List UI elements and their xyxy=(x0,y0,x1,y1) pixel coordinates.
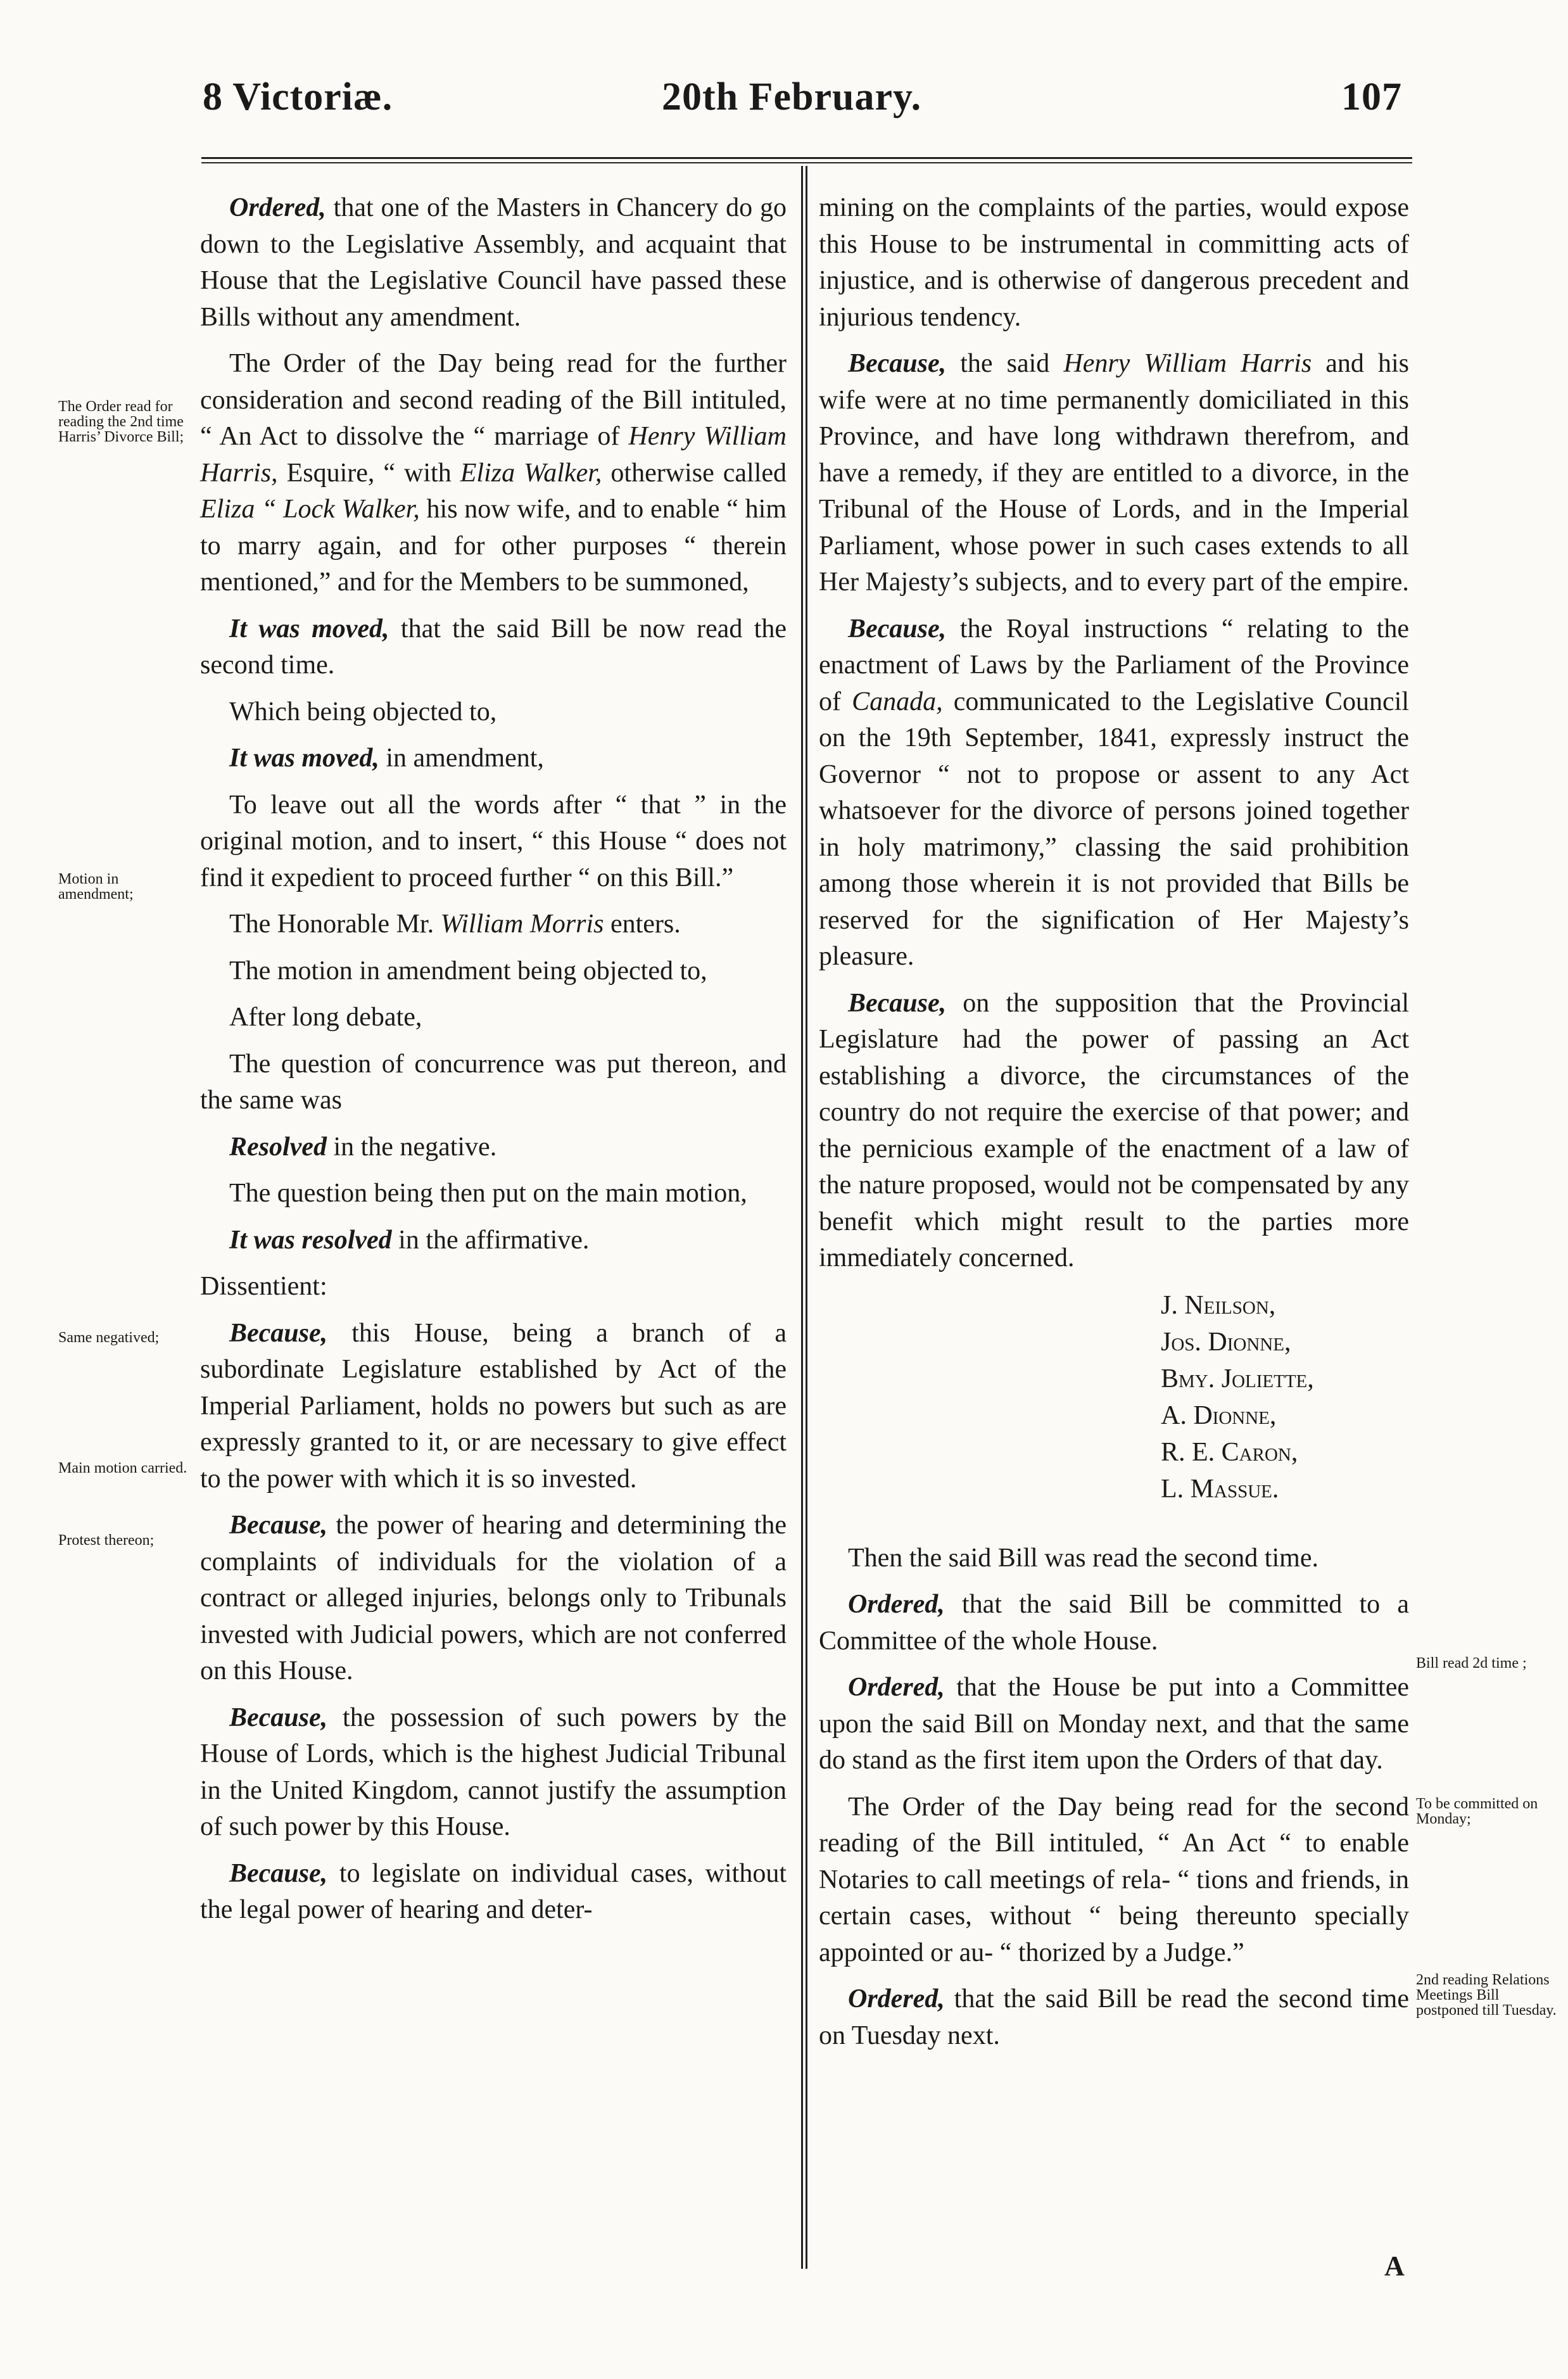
para-resolved-affirmative: It was resolved in the affirmative. xyxy=(229,1225,590,1255)
margin-note-to-be-committed: To be committed on Monday; xyxy=(1416,1796,1538,1827)
signatory: R. E. Caron, xyxy=(1161,1437,1298,1467)
margin-note-bill-read-2d: Bill read 2d time ; xyxy=(1416,1655,1527,1672)
para-because-6: Because, the Royal instructions “ relating to the enactment of Laws by the Parliament of the Province of Canada, communicated to the Legislative Council on the 19th September, 1841, expressly instruct the Governor “ not to propose or assent to any Act whatsoever for the divorce of persons joined together in holy matrimony,” classing the said prohibition among those wherein it is not provided that Bills be reserved for the signification of Her Majesty’s pleasure. xyxy=(819,614,1409,971)
margin-note-2nd-reading-postponed: 2nd reading Relations Meetings Bill postponed till Tuesday. xyxy=(1416,1972,1557,2019)
para-ordered-masters: Ordered, that one of the Masters in Chancery do go down to the Legislative Assembly, and acquaint that House that the Legislative Council have passed these Bills without any amendment. xyxy=(200,193,787,332)
column-divider-1 xyxy=(801,166,803,2269)
para-ordered-tuesday: Ordered, that the said Bill be read the second time on Tuesday next. xyxy=(819,1984,1409,2050)
header-rule-top xyxy=(201,157,1412,159)
column-divider-2 xyxy=(806,166,807,2269)
margin-note-order-read: The Order read for reading the 2nd time Harris’ Divorce Bill; xyxy=(58,398,184,445)
page-number: 107 xyxy=(1341,75,1402,118)
right-column xyxy=(819,190,1409,2064)
para-because-3: Because, the possession of such powers by the House of Lords, which is the highest Judicial Tribunal in the United Kingdom, cannot justify the assumption of such power by this House. xyxy=(200,1703,787,1841)
para-order-of-day-divorce-bill: The Order of the Day being read for the further consideration and second reading of the Bill intituled, “ An Act to dissolve the “ marriage of Henry William Harris, Esquire, “ with Eliza Walker, otherwise called Eliza “ Lock Walker, his now wife, and to enable “ him to marry again, and for other purposes “ therein mentioned,” and for the Members to be summoned, xyxy=(200,349,787,597)
margin-note-motion-amendment: Motion in amendment; xyxy=(58,871,134,903)
signatory: Jos. Dionne, xyxy=(1161,1327,1291,1357)
para-because-4: Because, to legislate on individual cases, without the legal power of hearing and deter- xyxy=(200,1858,787,1924)
header-rule-bottom xyxy=(201,162,1412,163)
para-because-5: Because, the said Henry William Harris and his wife were at no time permanently domiciliated in this Province, and have long withdrawn therefrom, and have a remedy, if they are entitled to a divorce, in the Tribunal of the House of Lords, and in the Imperial Parliament, whose power in such cases extends to all Her Majesty’s subjects, and to every part of the empire. xyxy=(819,349,1409,597)
para-main-motion: The question being then put on the main motion, xyxy=(229,1179,747,1208)
signature-mark: A xyxy=(1384,2250,1405,2281)
para-resolved-negative: Resolved in the negative. xyxy=(229,1132,497,1162)
para-order-of-day-notaries: The Order of the Day being read for the second reading of the Bill intituled, “ An Act “ to enable Notaries to call meetings of rela- “ tions and friends, in certain cases, without “ being thereunto specially appointed or au- “ thorized by a Judge.” xyxy=(819,1792,1409,1967)
para-objected: Which being objected to, xyxy=(229,697,497,726)
signatory: Bmy. Joliette, xyxy=(1161,1364,1314,1393)
para-moved-in-amendment: It was moved, in amendment, xyxy=(229,744,544,773)
margin-note-same-negatived: Same negatived; xyxy=(58,1329,160,1346)
margin-note-protest: Protest thereon; xyxy=(58,1532,155,1549)
running-head-left: 8 Victoriæ. xyxy=(203,75,393,118)
signatory: J. Neilson, xyxy=(1161,1290,1276,1320)
left-column xyxy=(200,190,787,1939)
margin-note-main-motion: Main motion carried. xyxy=(58,1460,187,1476)
para-it-was-moved: It was moved, that the said Bill be now read the second time. xyxy=(200,614,787,680)
para-dissentient: Dissentient: xyxy=(200,1272,327,1301)
para-continued-mining: mining on the complaints of the parties, would expose this House to be instrumental in committing acts of injustice, and is otherwise of dangerous precedent and injurious tendency. xyxy=(819,193,1409,332)
para-because-1: Because, this House, being a branch of a subordinate Legislature established by Act of the Imperial Parliament, holds no powers but such as are expressly granted to it, or are necessary to give effect to the power with which it is so invested. xyxy=(200,1318,787,1494)
para-bill-read-second-time: Then the said Bill was read the second time. xyxy=(848,1543,1318,1573)
para-question-concurrence: The question of concurrence was put thereon, and the same was xyxy=(200,1049,787,1115)
para-leave-out-words: To leave out all the words after “ that ” in the original motion, and to insert, “ this House “ does not find it expedient to proceed further “ on this Bill.” xyxy=(200,790,787,892)
para-amendment-objected: The motion in amendment being objected to, xyxy=(229,956,707,986)
para-ordered-committed: Ordered, that the said Bill be committed to a Committee of the whole House. xyxy=(819,1590,1409,1656)
para-ordered-committee-monday: Ordered, that the House be put into a Committee upon the said Bill on Monday next, and that the same do stand as the first item upon the Orders of that day. xyxy=(819,1673,1409,1775)
signatory: A. Dionne, xyxy=(1161,1400,1277,1430)
para-morris-enters: The Honorable Mr. William Morris enters. xyxy=(229,910,681,939)
para-because-2: Because, the power of hearing and determining the complaints of individuals for the violation of a contract or alleged injuries, belongs only to Tribunals invested with Judicial powers, which are not conferred on this House. xyxy=(200,1511,787,1685)
running-head-date: 20th February. xyxy=(662,75,922,118)
signatory: L. Massue. xyxy=(1161,1474,1279,1504)
para-because-7: Because, on the supposition that the Provincial Legislature had the power of passing an Act establishing a divorce, the circumstances of the country do not require the exercise of that power; and the pernicious example of the enactment of a law of the nature proposed, would not be compensated by any benefit which might result to the parties more immediately concerned. xyxy=(819,988,1409,1272)
para-long-debate: After long debate, xyxy=(229,1003,422,1032)
